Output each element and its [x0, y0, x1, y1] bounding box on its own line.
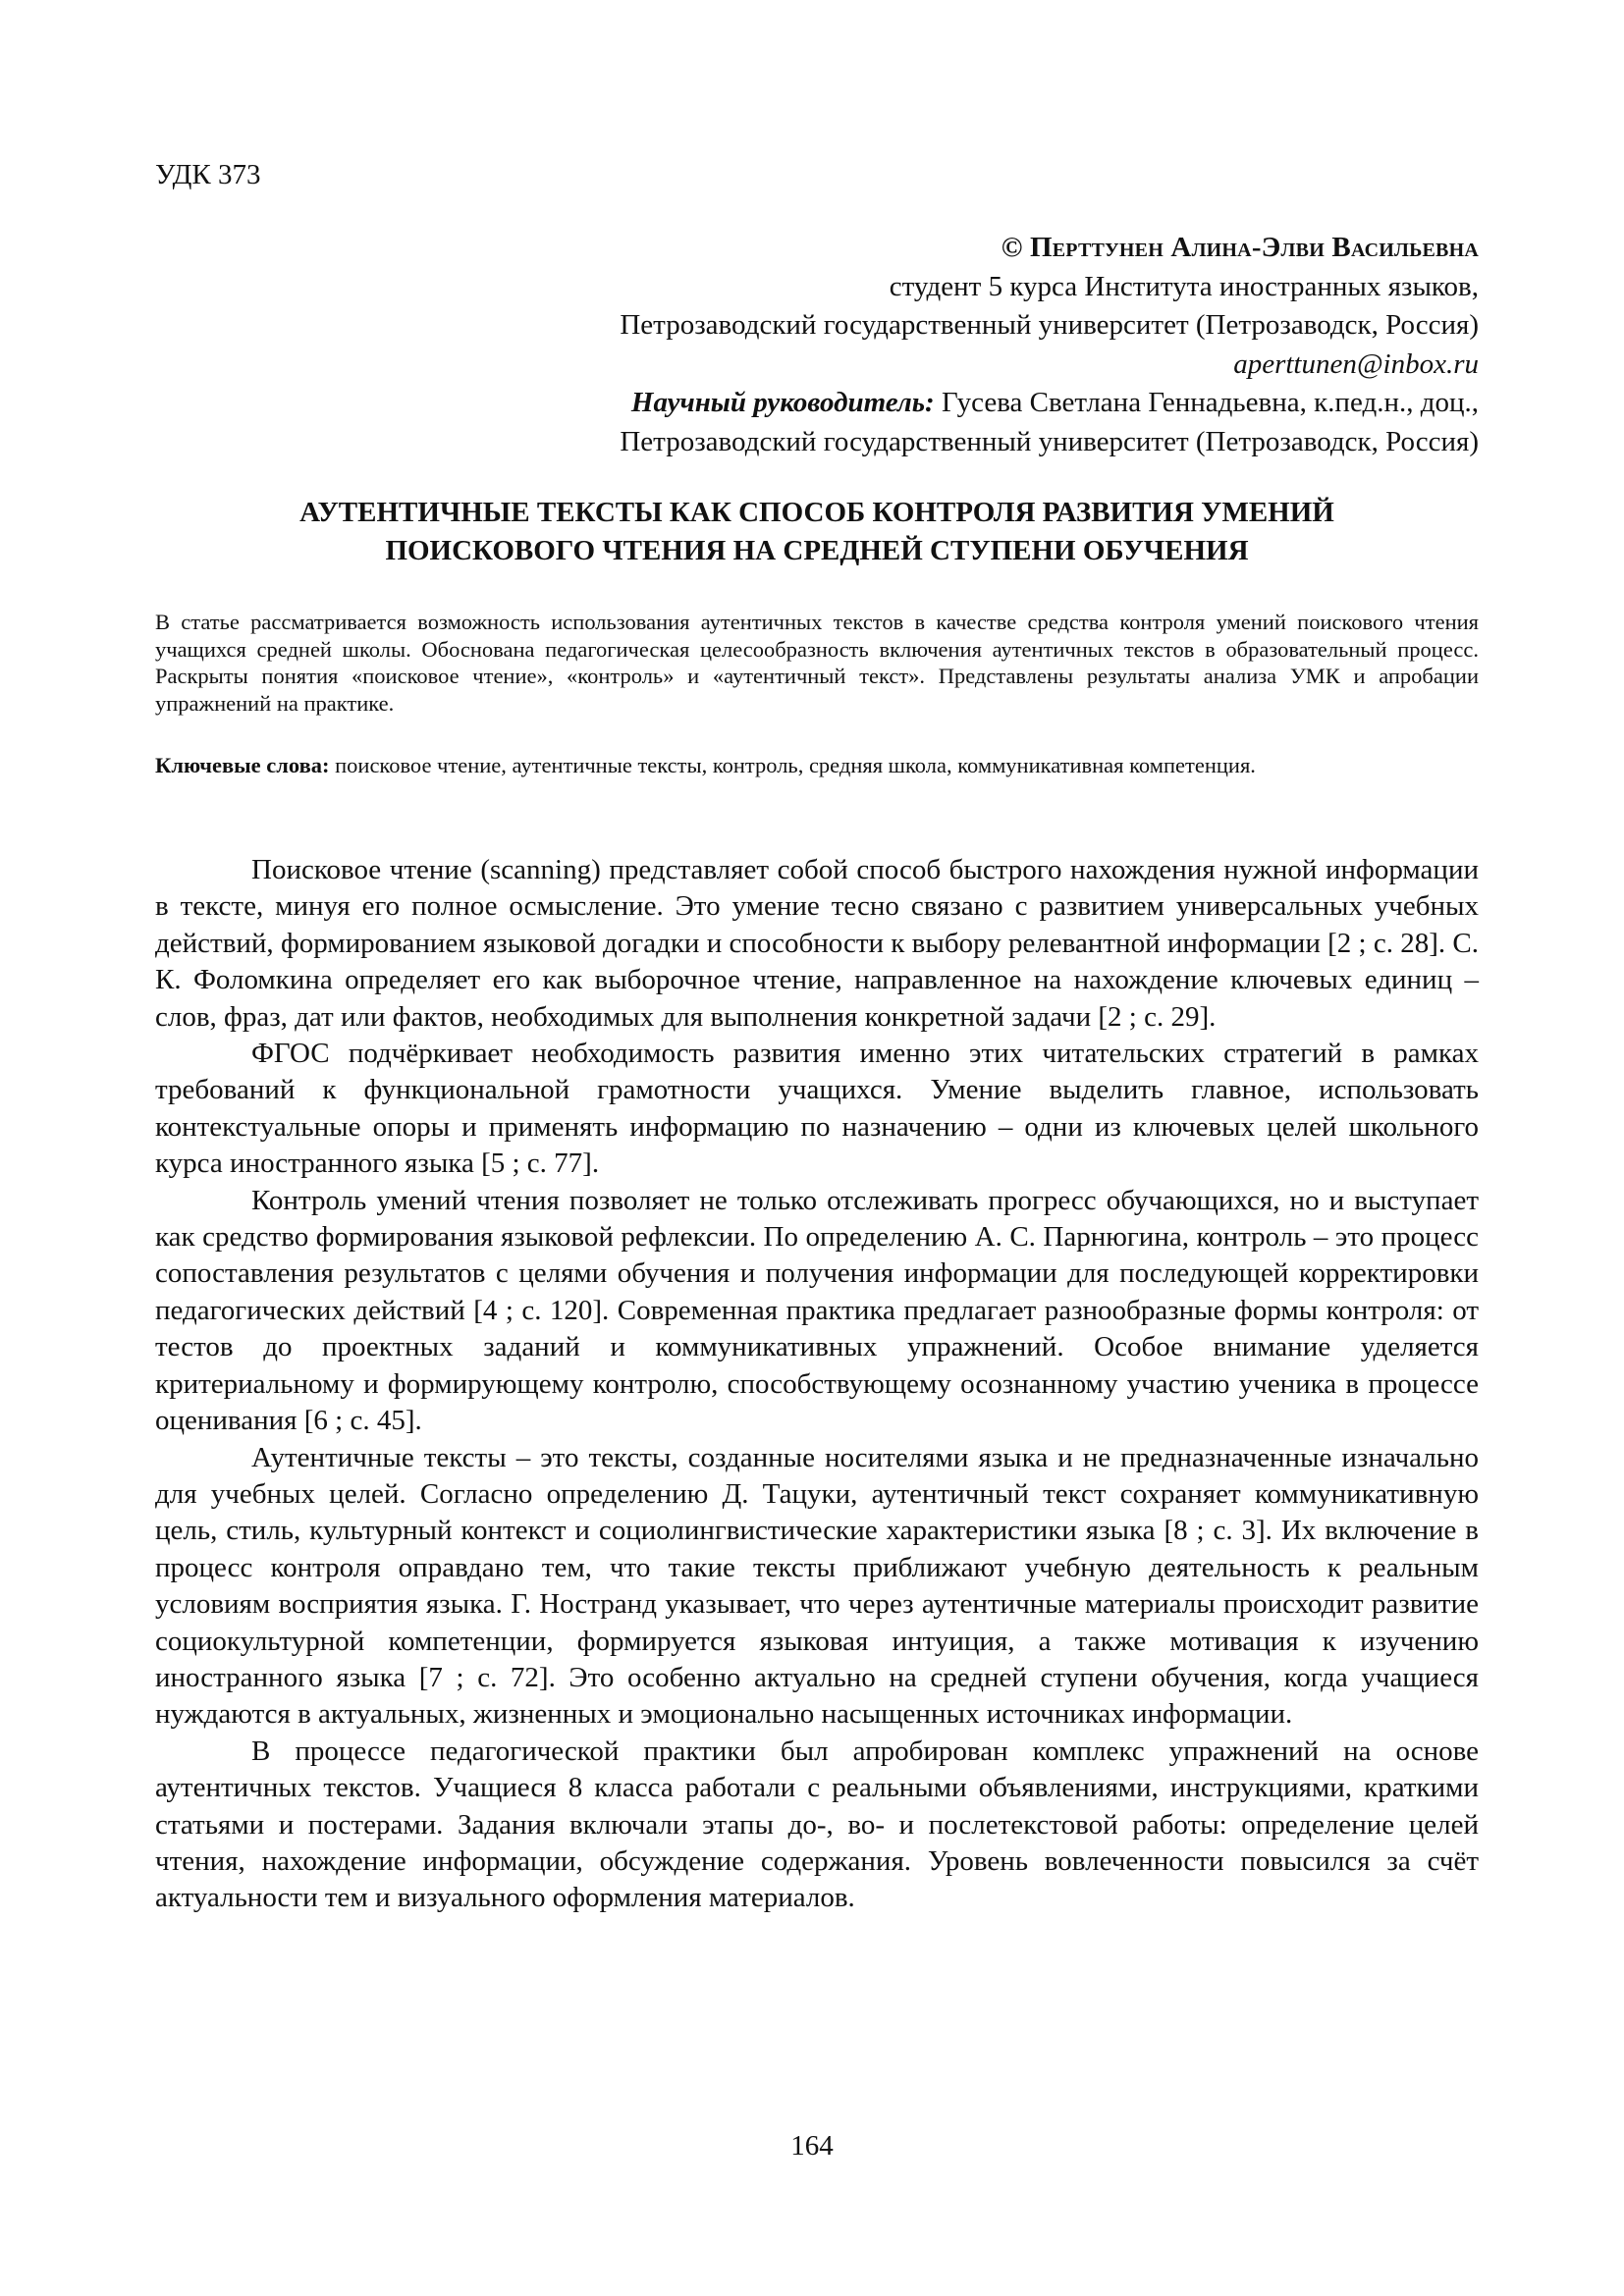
supervisor-affiliation: Петрозаводский государственный университет (Петрозаводск, Россия)	[620, 425, 1479, 457]
page-number: 164	[790, 2130, 834, 2162]
body-paragraph: ФГОС подчёркивает необходимость развития именно этих читательских стратегий в рамках требований к функциональной грамотности учащихся. Умение выделить главное, использовать контекстуальные опоры и применять информацию по назначению – одни из ключевых целей школьного курса иностранного языка [5 ; с. 77].	[155, 1038, 1479, 1180]
supervisor-name: Гусева Светлана Геннадьевна, к.пед.н., доц.,	[934, 387, 1479, 418]
supervisor-label: Научный руководитель:	[630, 387, 935, 418]
body-paragraph: Поисковое чтение (scanning) представляет собой способ быстрого нахождения нужной информации в тексте, минуя его полное осмысление. Это умение тесно связано с развитием универсальных учебных действий, формированием языковой догадки и способности к выбору релевантной информации [2 ; с. 28]. С. К. Фоломкина определяет его как выборочное чтение, направленное на нахождение ключевых единиц – слов, фраз, дат или фактов, необходимых для выполнения конкретной задачи [2 ; с. 29].	[155, 854, 1479, 1033]
keywords-text: поисковое чтение, аутентичные тексты, контроль, средняя школа, коммуникативная компетенция.	[329, 753, 1256, 777]
article-title-line-2: ПОИСКОВОГО ЧТЕНИЯ НА СРЕДНЕЙ СТУПЕНИ ОБУЧЕНИЯ	[385, 535, 1249, 566]
body-text	[155, 852, 1479, 1917]
keywords-label: Ключевые слова:	[155, 753, 330, 777]
body-paragraph: Аутентичные тексты – это тексты, созданные носителями языка и не предназначенные изначально для учебных целей. Согласно определению Д. Тацуки, аутентичный текст сохраняет коммуникативную цель, стиль, культурный контекст и социолингвистические характеристики языка [8 ; с. 3]. Их включение в процесс контроля оправдано тем, что такие тексты приближают учебную деятельность к реальным условиям восприятия языка. Г. Ностранд указывает, что через аутентичные материалы происходит развитие социокультурной компетенции, формируется языковая интуиция, а также мотивация к изучению иностранного языка [7 ; с. 72]. Это особенно актуально на средней ступени обучения, когда учащиеся нуждаются в актуальных, жизненных и эмоционально насыщенных источниках информации.	[155, 1441, 1479, 1731]
abstract: В статье рассматривается возможность использования аутентичных текстов в качестве средства контроля умений поискового чтения учащихся средней школы. Обоснована педагогическая целесообразность включения аутентичных текстов в образовательный процесс. Раскрыты понятия «поисковое чтение», «контроль» и «аутентичный текст». Представлены результаты анализа УМК и апробации упражнений на практике.	[155, 610, 1479, 716]
author-email[interactable]: aperttunen@inbox.ru	[1233, 347, 1479, 380]
article-title	[155, 494, 1479, 570]
body-paragraph: Контроль умений чтения позволяет не только отслеживать прогресс обучающихся, но и выступает как средство формирования языковой рефлексии. По определению А. С. Парнюгина, контроль – это процесс сопоставления результатов с целями обучения и получения информации для последующей корректировки педагогических действий [4 ; с. 120]. Современная практика предлагает разнообразные формы контроля: от тестов до проектных заданий и коммуникативных упражнений. Особое внимание уделяется критериальному и формирующему контролю, способствующему осознанному участию ученика в процессе оценивания [6 ; с. 45].	[155, 1184, 1479, 1437]
supervisor-line	[202, 384, 1479, 423]
udk-code: УДК 373	[155, 159, 261, 190]
keywords	[155, 752, 1479, 779]
body-paragraph: В процессе педагогической практики был апробирован комплекс упражнений на основе аутентичных текстов. Учащиеся 8 класса работали с реальными объявлениями, инструкциями, краткими статьями и постерами. Задания включали этапы до-, во- и послетекстовой работы: определение целей чтения, нахождение информации, обсуждение содержания. Уровень вовлеченности повысился за счёт актуальности тем и визуального оформления материалов.	[155, 1735, 1479, 1914]
author-name: © Перттунен Алина-Элви Васильевна	[1001, 232, 1479, 263]
author-block	[202, 229, 1479, 461]
article-title-line-1: АУТЕНТИЧНЫЕ ТЕКСТЫ КАК СПОСОБ КОНТРОЛЯ РАЗВИТИЯ УМЕНИЙ	[299, 497, 1334, 528]
author-affiliation: Петрозаводский государственный университет (Петрозаводск, Россия)	[620, 309, 1479, 341]
author-position: студент 5 курса Института иностранных языков,	[889, 270, 1479, 302]
